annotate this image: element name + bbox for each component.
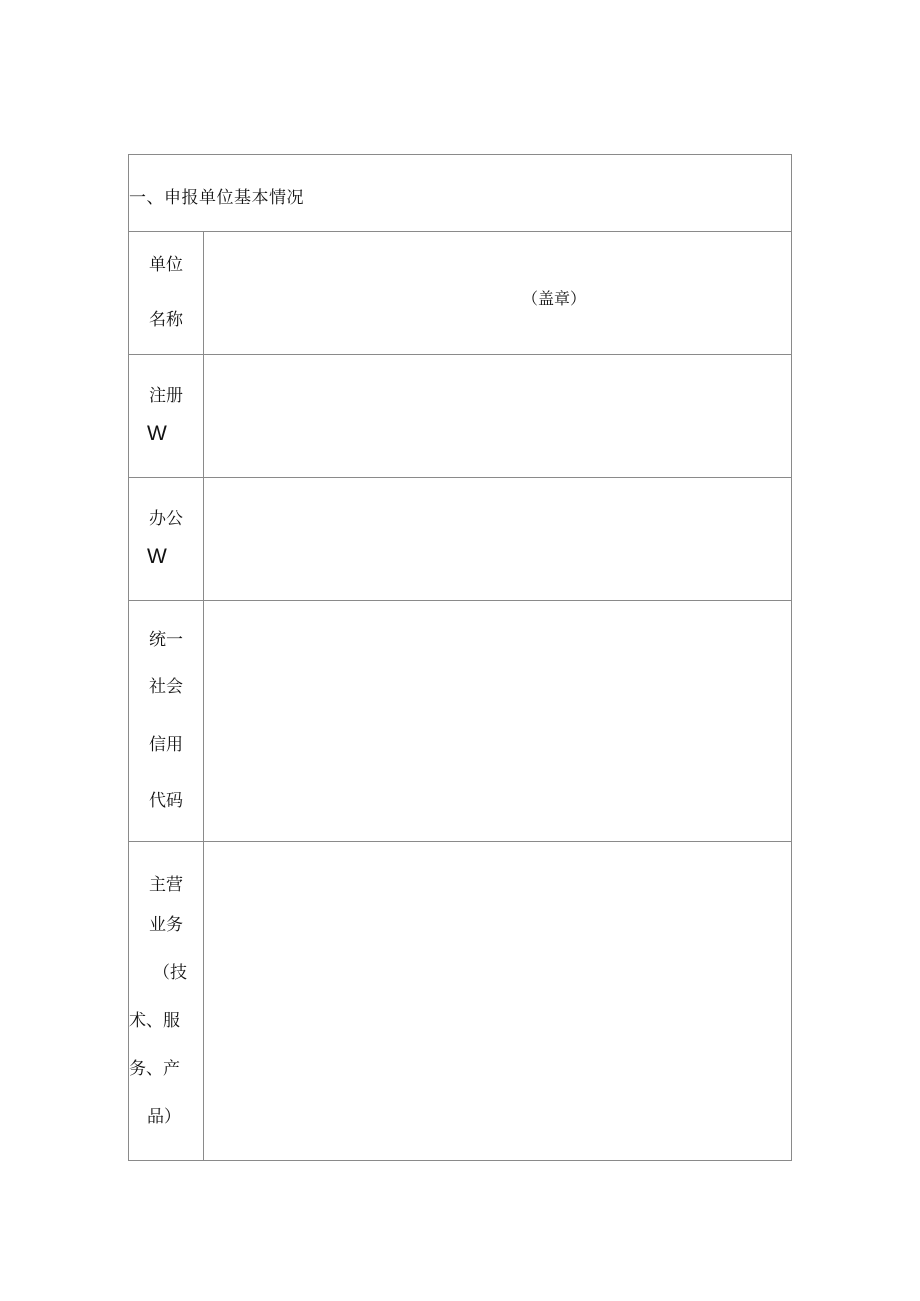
unit-name-field[interactable] [204, 232, 792, 354]
office-label-cell [129, 477, 204, 600]
unit-name-label-cell [129, 232, 204, 354]
business-label-line-6: 品） [147, 1106, 181, 1127]
registered-label-line-1: 注册 [149, 385, 183, 406]
unit-name-label-line-2: 名称 [149, 309, 183, 330]
business-label-line-3: （技 [153, 962, 187, 983]
credit-code-label-cell [129, 601, 204, 842]
business-field[interactable] [204, 842, 792, 1161]
office-label-line-2: W [147, 545, 167, 569]
seal-note: （盖章） [522, 289, 587, 309]
office-label-line-1: 办公 [149, 509, 183, 530]
credit-code-label-line-4: 代码 [149, 791, 183, 812]
business-label-line-5: 务、产 [129, 1058, 180, 1079]
registered-field[interactable] [204, 354, 792, 477]
business-label-line-1: 主营 [149, 874, 183, 895]
registered-label-cell [129, 354, 204, 477]
business-label-line-4: 术、服 [129, 1010, 180, 1031]
office-field[interactable] [204, 477, 792, 600]
credit-code-label-line-2: 社会 [149, 677, 183, 698]
business-label-cell [129, 842, 204, 1161]
credit-code-label-line-1: 统一 [149, 630, 183, 651]
business-label-line-2: 业务 [149, 914, 183, 935]
section-header-cell [129, 155, 792, 232]
application-form-table [128, 154, 792, 1161]
credit-code-label-line-3: 信用 [149, 735, 183, 756]
registered-label-line-2: W [147, 421, 167, 445]
credit-code-field[interactable] [204, 601, 792, 842]
section-title: 一、申报单位基本情况 [129, 187, 304, 208]
unit-name-label-line-1: 单位 [149, 254, 183, 275]
